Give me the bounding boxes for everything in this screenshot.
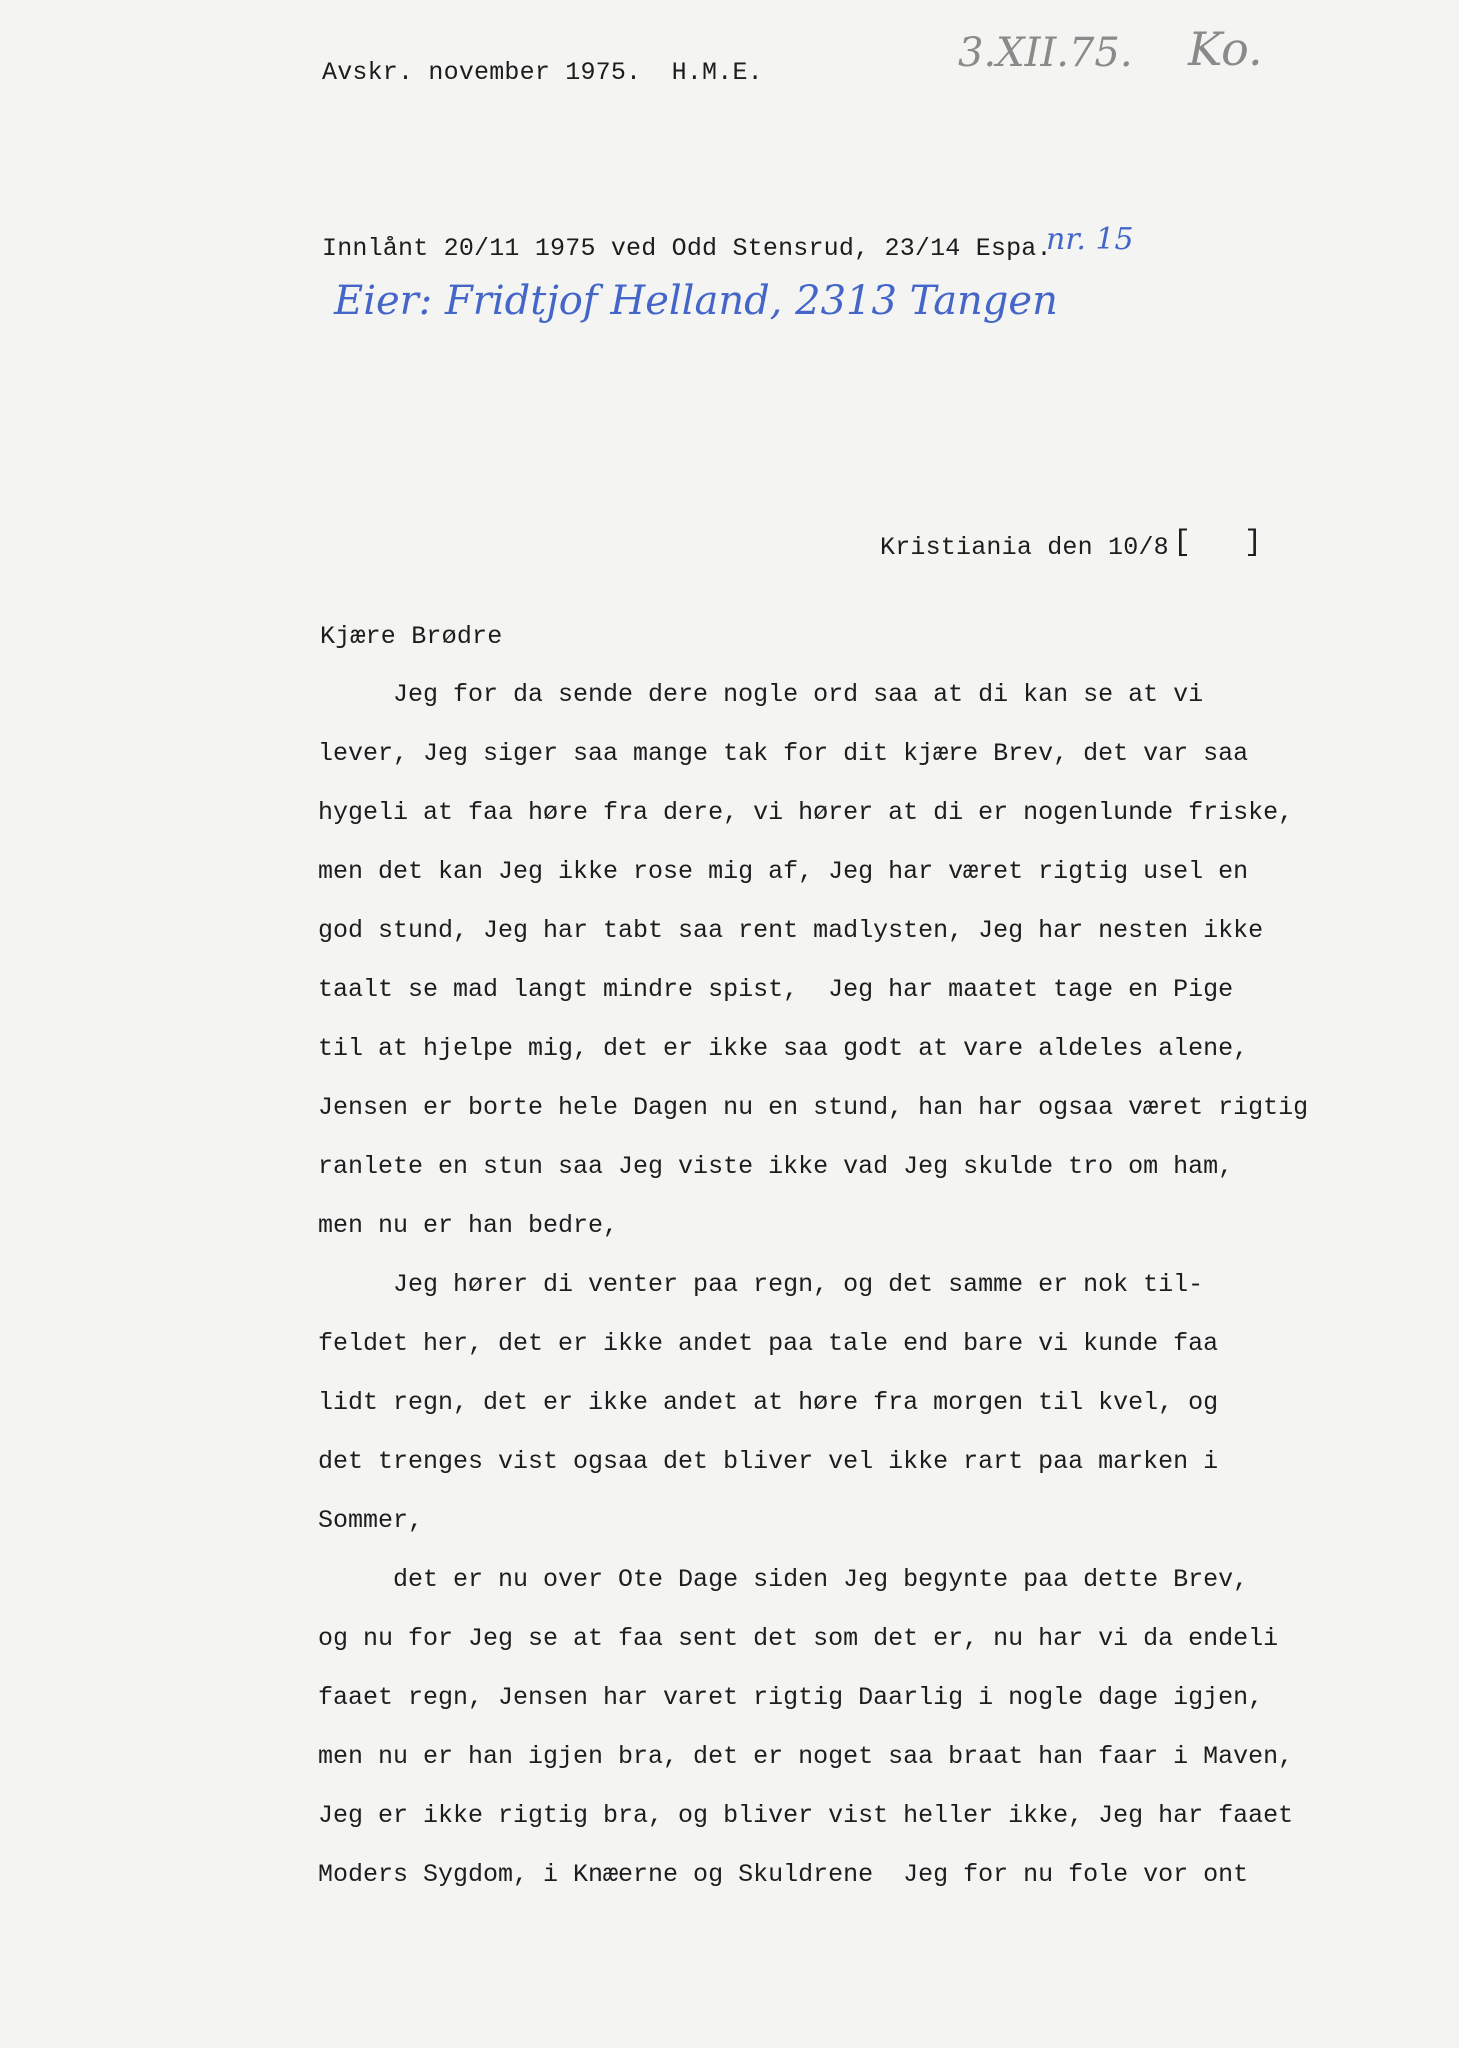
letter-line: det er nu over Ote Dage siden Jeg begynte paa dette Brev,	[318, 1565, 1249, 1594]
letter-line: god stund, Jeg har tabt saa rent madlysten, Jeg har nesten ikke	[318, 916, 1264, 945]
letter-line: Jensen er borte hele Dagen nu en stund, han har ogsaa været rigtig	[318, 1093, 1309, 1122]
place-date: Kristiania den 10/8	[880, 533, 1169, 562]
letter-line: Jeg hører di venter paa regn, og det samme er nok til-	[318, 1270, 1204, 1299]
letter-line: faaet regn, Jensen har varet rigtig Daarlig i nogle dage igjen,	[318, 1683, 1264, 1712]
transcription-note: Avskr. november 1975. H.M.E.	[322, 58, 763, 87]
letter-line: hygeli at faa høre fra dere, vi hører at di er nogenlunde friske,	[318, 798, 1294, 827]
bracket-open: [	[1173, 526, 1192, 560]
letter-line: lidt regn, det er ikke andet at høre fra morgen til kvel, og	[318, 1388, 1219, 1417]
salutation: Kjære Brødre	[320, 622, 503, 651]
letter-line: taalt se mad langt mindre spist, Jeg har maatet tage en Pige	[318, 975, 1234, 1004]
letter-line: Moders Sygdom, i Knæerne og Skuldrene Jeg for nu fole vor ont	[318, 1860, 1249, 1889]
letter-line: men nu er han igjen bra, det er noget saa braat han faar i Maven,	[318, 1742, 1294, 1771]
pencil-initials: Ko.	[1188, 22, 1263, 76]
letter-line: Jeg er ikke rigtig bra, og bliver vist heller ikke, Jeg har faaet	[318, 1801, 1294, 1830]
letter-line: men det kan Jeg ikke rose mig af, Jeg har været rigtig usel en	[318, 857, 1249, 886]
letter-line: til at hjelpe mig, det er ikke saa godt at vare aldeles alene,	[318, 1034, 1249, 1063]
letter-line: lever, Jeg siger saa mange tak for dit kjære Brev, det var saa	[318, 739, 1249, 768]
letter-line: men nu er han bedre,	[318, 1211, 619, 1240]
letter-line: og nu for Jeg se at faa sent det som det er, nu har vi da endeli	[318, 1624, 1279, 1653]
letter-line: det trenges vist ogsaa det bliver vel ikke rart paa marken i	[318, 1447, 1219, 1476]
letter-line: Sommer,	[318, 1506, 424, 1535]
loan-info: Innlånt 20/11 1975 ved Odd Stensrud, 23/14 Espa.	[322, 234, 1052, 263]
letter-line: ranlete en stun saa Jeg viste ikke vad Jeg skulde tro om ham,	[318, 1152, 1234, 1181]
letter-line: feldet her, det er ikke andet paa tale end bare vi kunde faa	[318, 1329, 1219, 1358]
pencil-date: 3.XII.75.	[958, 30, 1133, 76]
owner-handwritten: Eier: Fridtjof Helland, 2313 Tangen	[334, 278, 1058, 324]
bracket-close: ]	[1244, 526, 1263, 560]
loan-number: nr. 15	[1046, 222, 1134, 257]
letter-line: Jeg for da sende dere nogle ord saa at di kan se at vi	[318, 680, 1204, 709]
